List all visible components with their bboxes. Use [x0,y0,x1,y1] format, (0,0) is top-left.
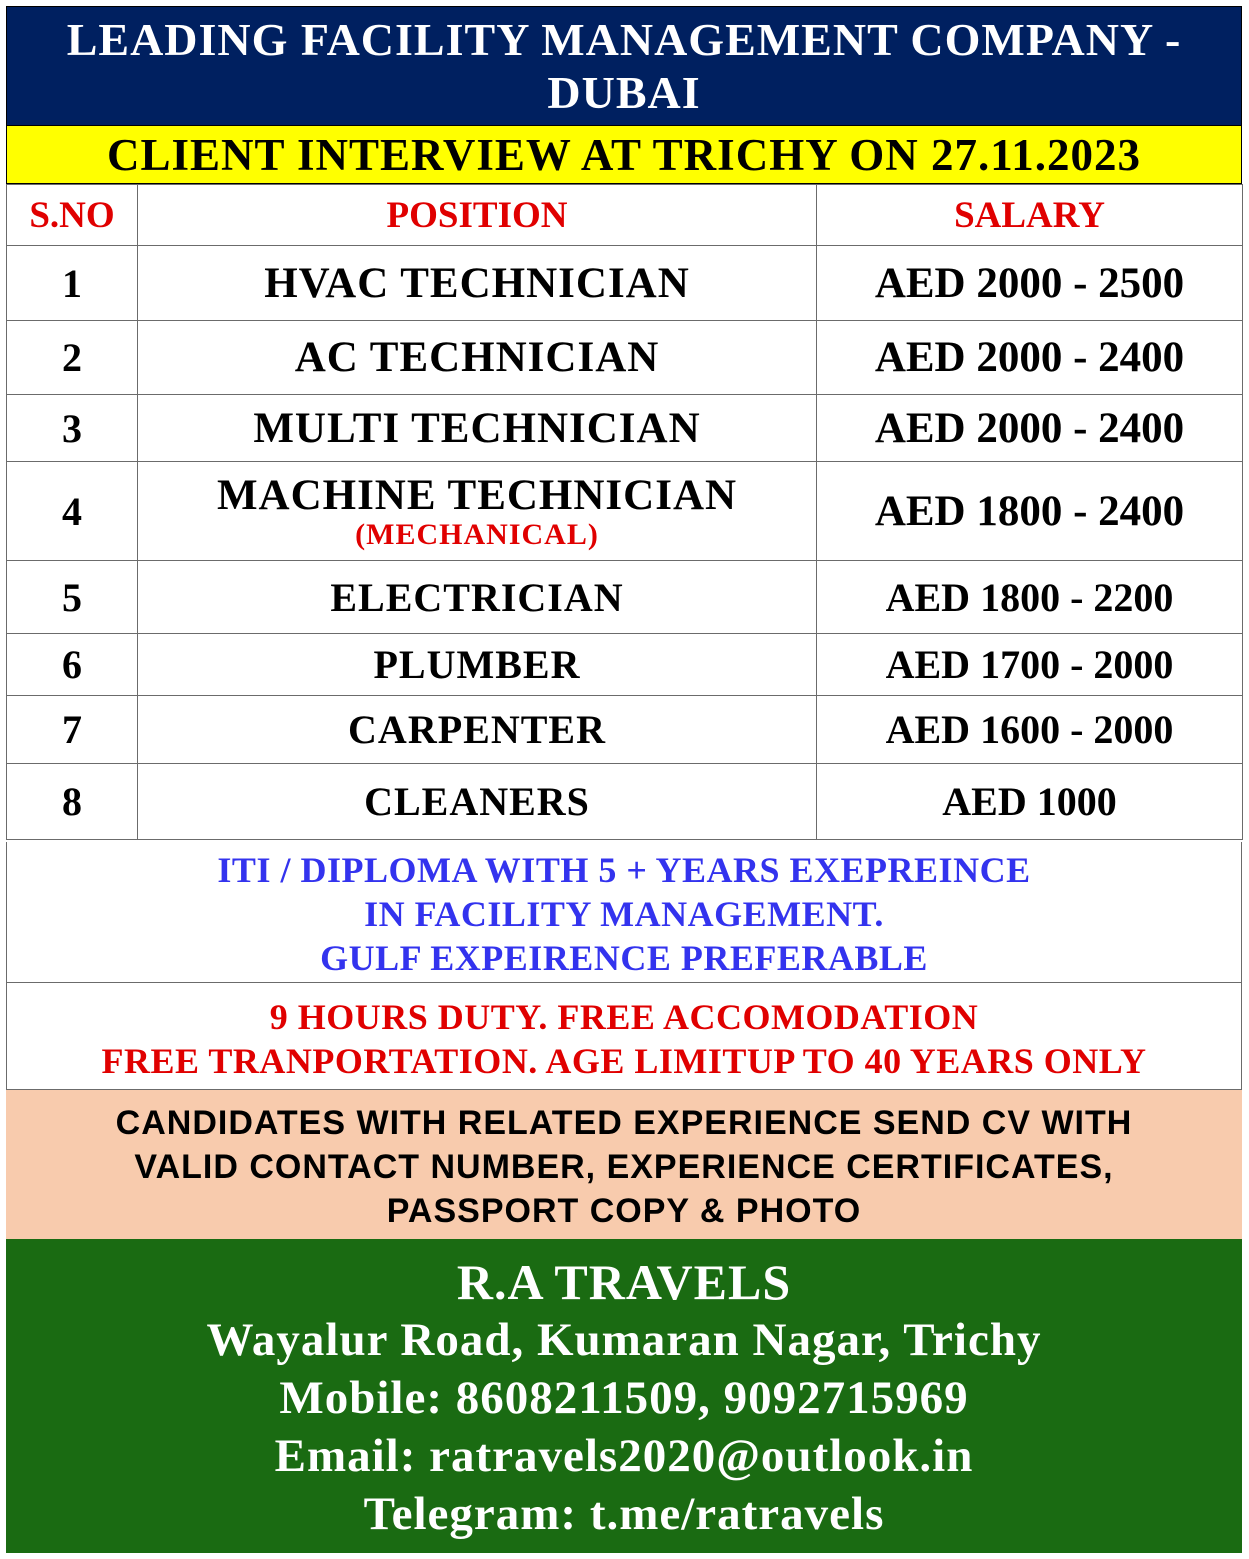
row-sno: 7 [7,696,138,764]
row-salary: AED 1700 - 2000 [817,634,1243,696]
requirement-line: ITI / DIPLOMA WITH 5 + YEARS EXEPREINCE [217,850,1031,890]
row-position-title: MACHINE TECHNICIAN [216,472,738,519]
benefit-line: FREE TRANPORTATION. AGE LIMITUP TO 40 YEARS ONLY [101,1041,1147,1081]
row-salary: AED 2000 - 2400 [817,395,1243,462]
title-line-1: LEADING FACILITY MANAGEMENT COMPANY - [66,14,1182,65]
requirement-line: IN FACILITY MANAGEMENT. [364,894,884,934]
instruction-line: PASSPORT COPY & PHOTO [386,1192,862,1230]
contact-section [6,1239,1242,1553]
row-position: AC TECHNICIAN [138,321,817,395]
row-position: CLEANERS [138,764,817,840]
title-line-2: DUBAI [547,67,701,118]
table-row [7,561,1243,634]
table-row [7,395,1243,462]
company-name: R.A TRAVELS [456,1254,792,1310]
interview-banner: CLIENT INTERVIEW AT TRICHY ON 27.11.2023 [6,126,1242,184]
row-salary: AED 1000 [817,764,1243,840]
row-sno: 2 [7,321,138,395]
telegram-link: Telegram: t.me/ratravels [363,1488,885,1540]
row-salary: AED 2000 - 2400 [817,321,1243,395]
header-position: POSITION [138,185,817,246]
row-position: CARPENTER [138,696,817,764]
row-salary: AED 2000 - 2500 [817,246,1243,321]
row-sno: 3 [7,395,138,462]
row-salary: AED 1800 - 2400 [817,462,1243,561]
row-position: HVAC TECHNICIAN [138,246,817,321]
row-position [138,462,817,561]
row-position: MULTI TECHNICIAN [138,395,817,462]
email-address: Email: ratravels2020@outlook.in [274,1430,974,1482]
instruction-line: CANDIDATES WITH RELATED EXPERIENCE SEND CV WITH [115,1104,1133,1142]
positions-table [6,184,1243,840]
benefits-section [6,983,1242,1090]
poster-title [6,6,1242,126]
row-sno: 4 [7,462,138,561]
row-sno: 1 [7,246,138,321]
table-row [7,246,1243,321]
table-row [7,321,1243,395]
row-sno: 8 [7,764,138,840]
header-sno: S.NO [7,185,138,246]
header-salary: SALARY [817,185,1243,246]
row-salary: AED 1600 - 2000 [817,696,1243,764]
table-row [7,696,1243,764]
row-salary: AED 1800 - 2200 [817,561,1243,634]
mobile-numbers: Mobile: 8608211509, 9092715969 [279,1372,969,1424]
instruction-line: VALID CONTACT NUMBER, EXPERIENCE CERTIFICATES, [134,1148,1114,1186]
table-header-row [7,185,1243,246]
benefit-line: 9 HOURS DUTY. FREE ACCOMODATION [269,997,979,1037]
row-position-note: (MECHANICAL) [355,518,599,551]
row-position: ELECTRICIAN [138,561,817,634]
application-instructions [6,1090,1242,1239]
table-row [7,634,1243,696]
company-address: Wayalur Road, Kumaran Nagar, Trichy [206,1314,1042,1366]
table-row [7,462,1243,561]
row-sno: 5 [7,561,138,634]
table-row [7,764,1243,840]
requirements-section [6,842,1242,983]
row-position: PLUMBER [138,634,817,696]
row-sno: 6 [7,634,138,696]
requirement-line: GULF EXPEIRENCE PREFERABLE [320,938,928,978]
job-poster [6,6,1242,1553]
